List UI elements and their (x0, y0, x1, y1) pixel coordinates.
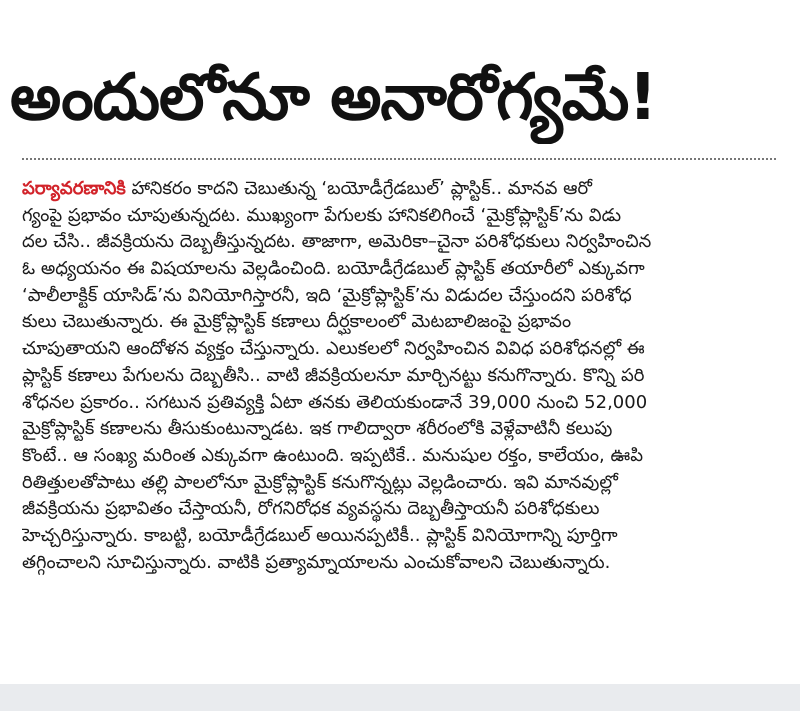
article-line: జీవక్రియను ప్రభావితం చేస్తాయనీ, రోగనిరోధక వ్యవస్థను దెబ్బతీస్తాయనీ పరిశోధకులు (22, 498, 600, 520)
lead-word: పర్యావరణానికి (22, 178, 126, 199)
article-line: శోధనల ప్రకారం.. సగటున ప్రతివ్యక్తి ఏటా తనకు తెలియకుండానే 39,000 నుంచి 52,000 (22, 391, 648, 413)
footer-strip (0, 684, 800, 711)
article-line (22, 176, 778, 203)
article-line: ప్లాస్టిక్ కణాలు పేగులను దెబ్బతీసి.. వాటి జీవక్రియలనూ మార్చినట్టు కనుగొన్నారు. కొన్ని పరి (22, 364, 645, 386)
article-line: గ్యంపై ప్రభావం చూపుతున్నదట. ముఖ్యంగా పేగులకు హానికలిగించే ‘మైక్రోప్లాస్టిక్’ను విడు (22, 204, 622, 226)
headline: అందులోనూ అనారోగ్యమే! (10, 61, 657, 135)
article-line: ఓ అధ్యయనం ఈ విషయాలను వెల్లడించింది. బయోడీగ్రేడబుల్ ప్లాస్టిక్ తయారీలో ఎక్కువగా (22, 258, 645, 280)
article-line: కొంటే.. ఆ సంఖ్య మరింత ఎక్కువగా ఉంటుంది. ఇప్పటికే.. మనుషుల రక్తం, కాలేయం, ఊపి (22, 444, 643, 466)
article-line: మైక్రోప్లాస్టిక్ కణాలను తీసుకుంటున్నాడట. ఇక గాలిద్వారా శరీరంలోకి వెళ్లేవాటినీ కలుపు (22, 418, 613, 440)
article-line: ‘పాలీలాక్టిక్ యాసిడ్’ను వినియోగిస్తారనీ, ఇది ‘మైక్రోప్లాస్టిక్’ను విడుదల చేస్తుందని పరిశోధ (22, 284, 632, 306)
article-line: తగ్గించాలని సూచిస్తున్నారు. వాటికి ప్రత్యామ్నాయాలను ఎంచుకోవాలని చెబుతున్నారు. (22, 551, 611, 573)
article-line: రితిత్తులతోపాటు తల్లి పాలలోనూ మైక్రోప్లాస్టిక్ కనుగొన్నట్లు వెల్లడించారు. ఇవి మానవుల్లో (22, 471, 618, 493)
article-line: చూపుతాయని ఆందోళన వ్యక్తం చేస్తున్నారు. ఎలుకలలో నిర్వహించిన వివిధ పరిశోధనల్లో ఈ (22, 338, 645, 360)
article-body (22, 176, 778, 656)
article-line: హెచ్చరిస్తున్నారు. కాబట్టి, బయోడీగ్రేడబుల్ అయినప్పటికీ.. ప్లాస్టిక్ వినియోగాన్ని పూర్తిగా (22, 524, 618, 546)
dotted-divider (22, 158, 776, 160)
article-line: కులు చెబుతున్నారు. ఈ మైక్రోప్లాస్టిక్ కణాలు దీర్ఘకాలంలో మెటబాలిజంపై ప్రభావం (22, 311, 572, 333)
article-line: దల చేసి.. జీవక్రియను దెబ్బతీస్తున్నదట. తాజాగా, అమెరికా–చైనా పరిశోధకులు నిర్వహించిన (22, 231, 652, 253)
article-line-text: హానికరం కాదని చెబుతున్న ‘బయోడీగ్రేడబుల్’ ప్లాస్టిక్.. మానవ ఆరో (125, 178, 592, 199)
